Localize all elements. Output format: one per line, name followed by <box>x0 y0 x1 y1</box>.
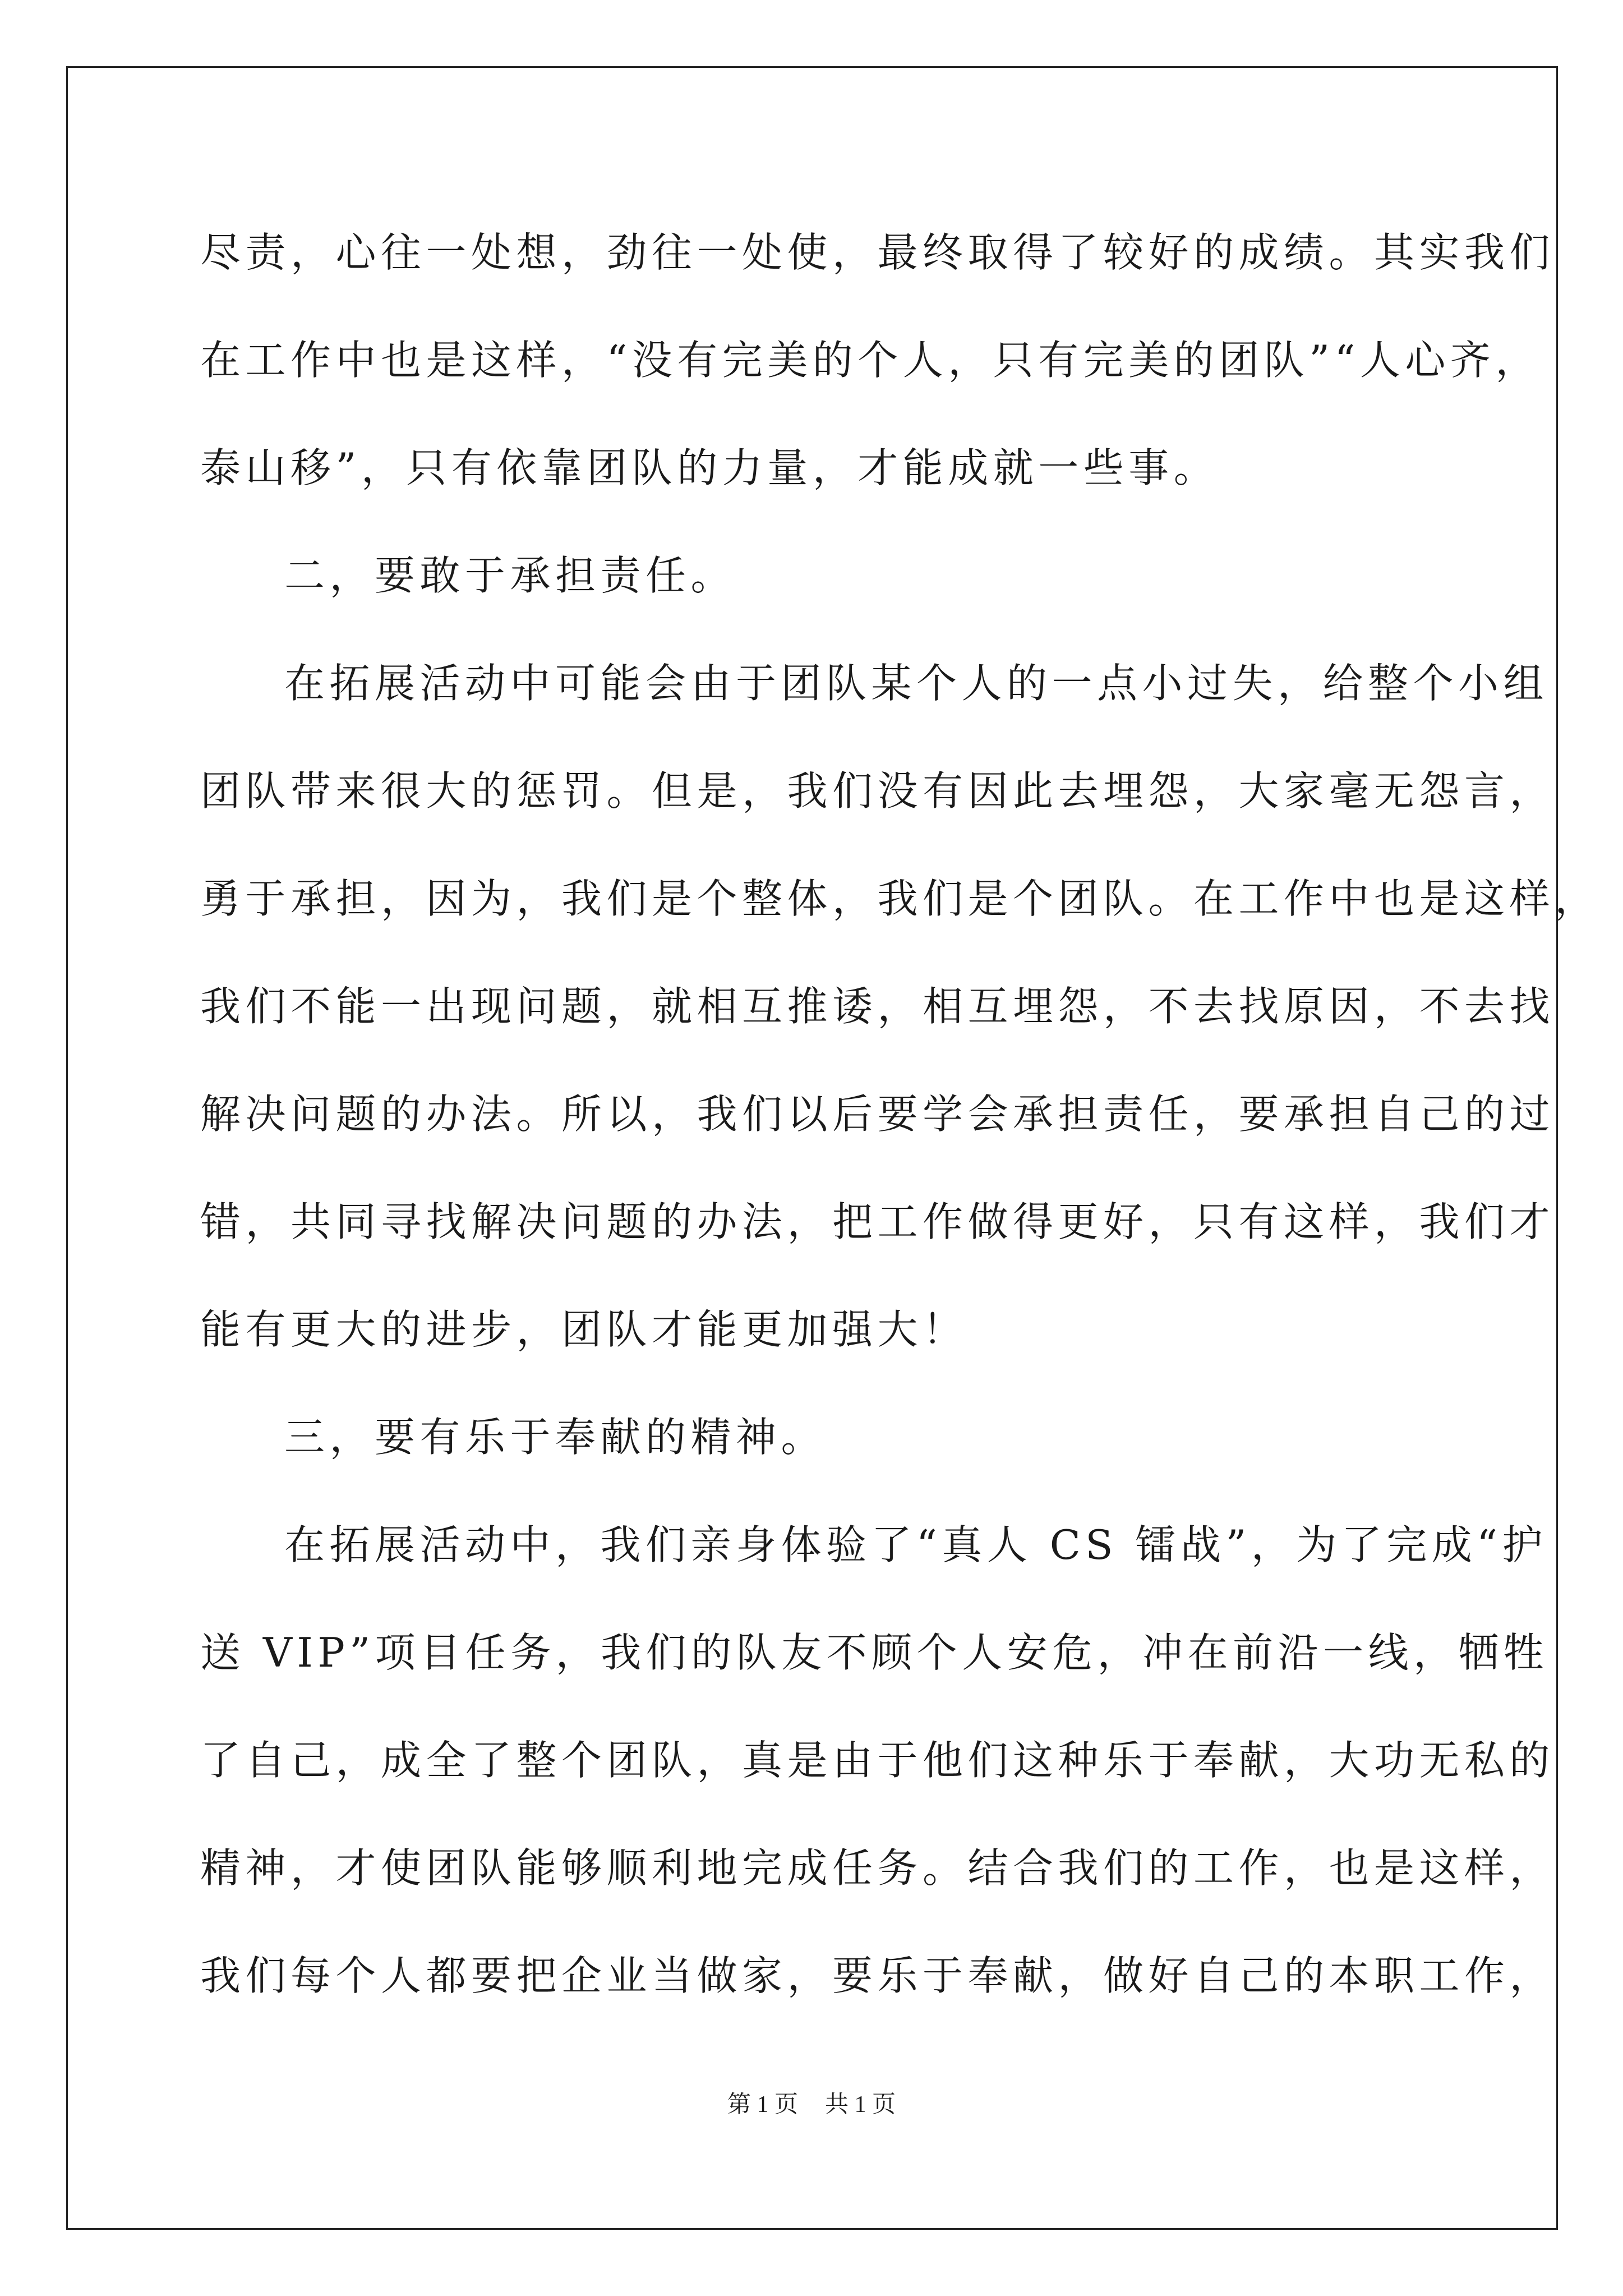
paragraph-line: 团队带来很大的惩罚。但是，我们没有因此去埋怨，大家毫无怨言， <box>200 767 1555 815</box>
paragraph-line: 我们不能一出现问题，就相互推诿，相互埋怨，不去找原因，不去找 <box>200 983 1555 1030</box>
paragraph-line: 泰山移”，只有依靠团队的力量，才能成就一些事。 <box>200 444 1219 491</box>
paragraph-line: 送 VIP”项目任务，我们的队友不顾个人安危，冲在前沿一线，牺牲 <box>200 1629 1549 1676</box>
paragraph-line: 我们每个人都要把企业当做家，要乐于奉献，做好自己的本职工作， <box>200 1952 1555 1999</box>
paragraph-line: 在工作中也是这样，“没有完美的个人，只有完美的团队”“人心齐， <box>200 337 1541 384</box>
page-footer <box>0 2088 1623 2122</box>
paragraph-line: 错，共同寻找解决问题的办法，把工作做得更好，只有这样，我们才 <box>200 1198 1555 1245</box>
paragraph-line: 尽责，心往一处想，劲往一处使，最终取得了较好的成绩。其实我们 <box>200 229 1555 276</box>
section-heading: 三，要有乐于奉献的精神。 <box>284 1414 827 1461</box>
document-body <box>200 216 1600 2047</box>
paragraph-line: 在拓展活动中，我们亲身体验了“真人 CS 镭战”，为了完成“护 <box>284 1521 1548 1568</box>
page-number: 第 1 页 <box>727 2092 798 2118</box>
paragraph-line: 了自己，成全了整个团队，真是由于他们这种乐于奉献，大功无私的 <box>200 1737 1555 1784</box>
paragraph-line: 能有更大的进步，团队才能更加强大！ <box>200 1306 968 1353</box>
section-heading: 二，要敢于承担责任。 <box>284 552 736 599</box>
page-total: 共 1 页 <box>825 2092 896 2118</box>
paragraph-line: 勇于承担，因为，我们是个整体，我们是个团队。在工作中也是这样， <box>200 875 1600 922</box>
paragraph-line: 解决问题的办法。所以，我们以后要学会承担责任，要承担自己的过 <box>200 1091 1555 1138</box>
paragraph-line: 精神，才使团队能够顺利地完成任务。结合我们的工作，也是这样， <box>200 1844 1555 1892</box>
paragraph-line: 在拓展活动中可能会由于团队某个人的一点小过失，给整个小组 <box>284 660 1549 707</box>
